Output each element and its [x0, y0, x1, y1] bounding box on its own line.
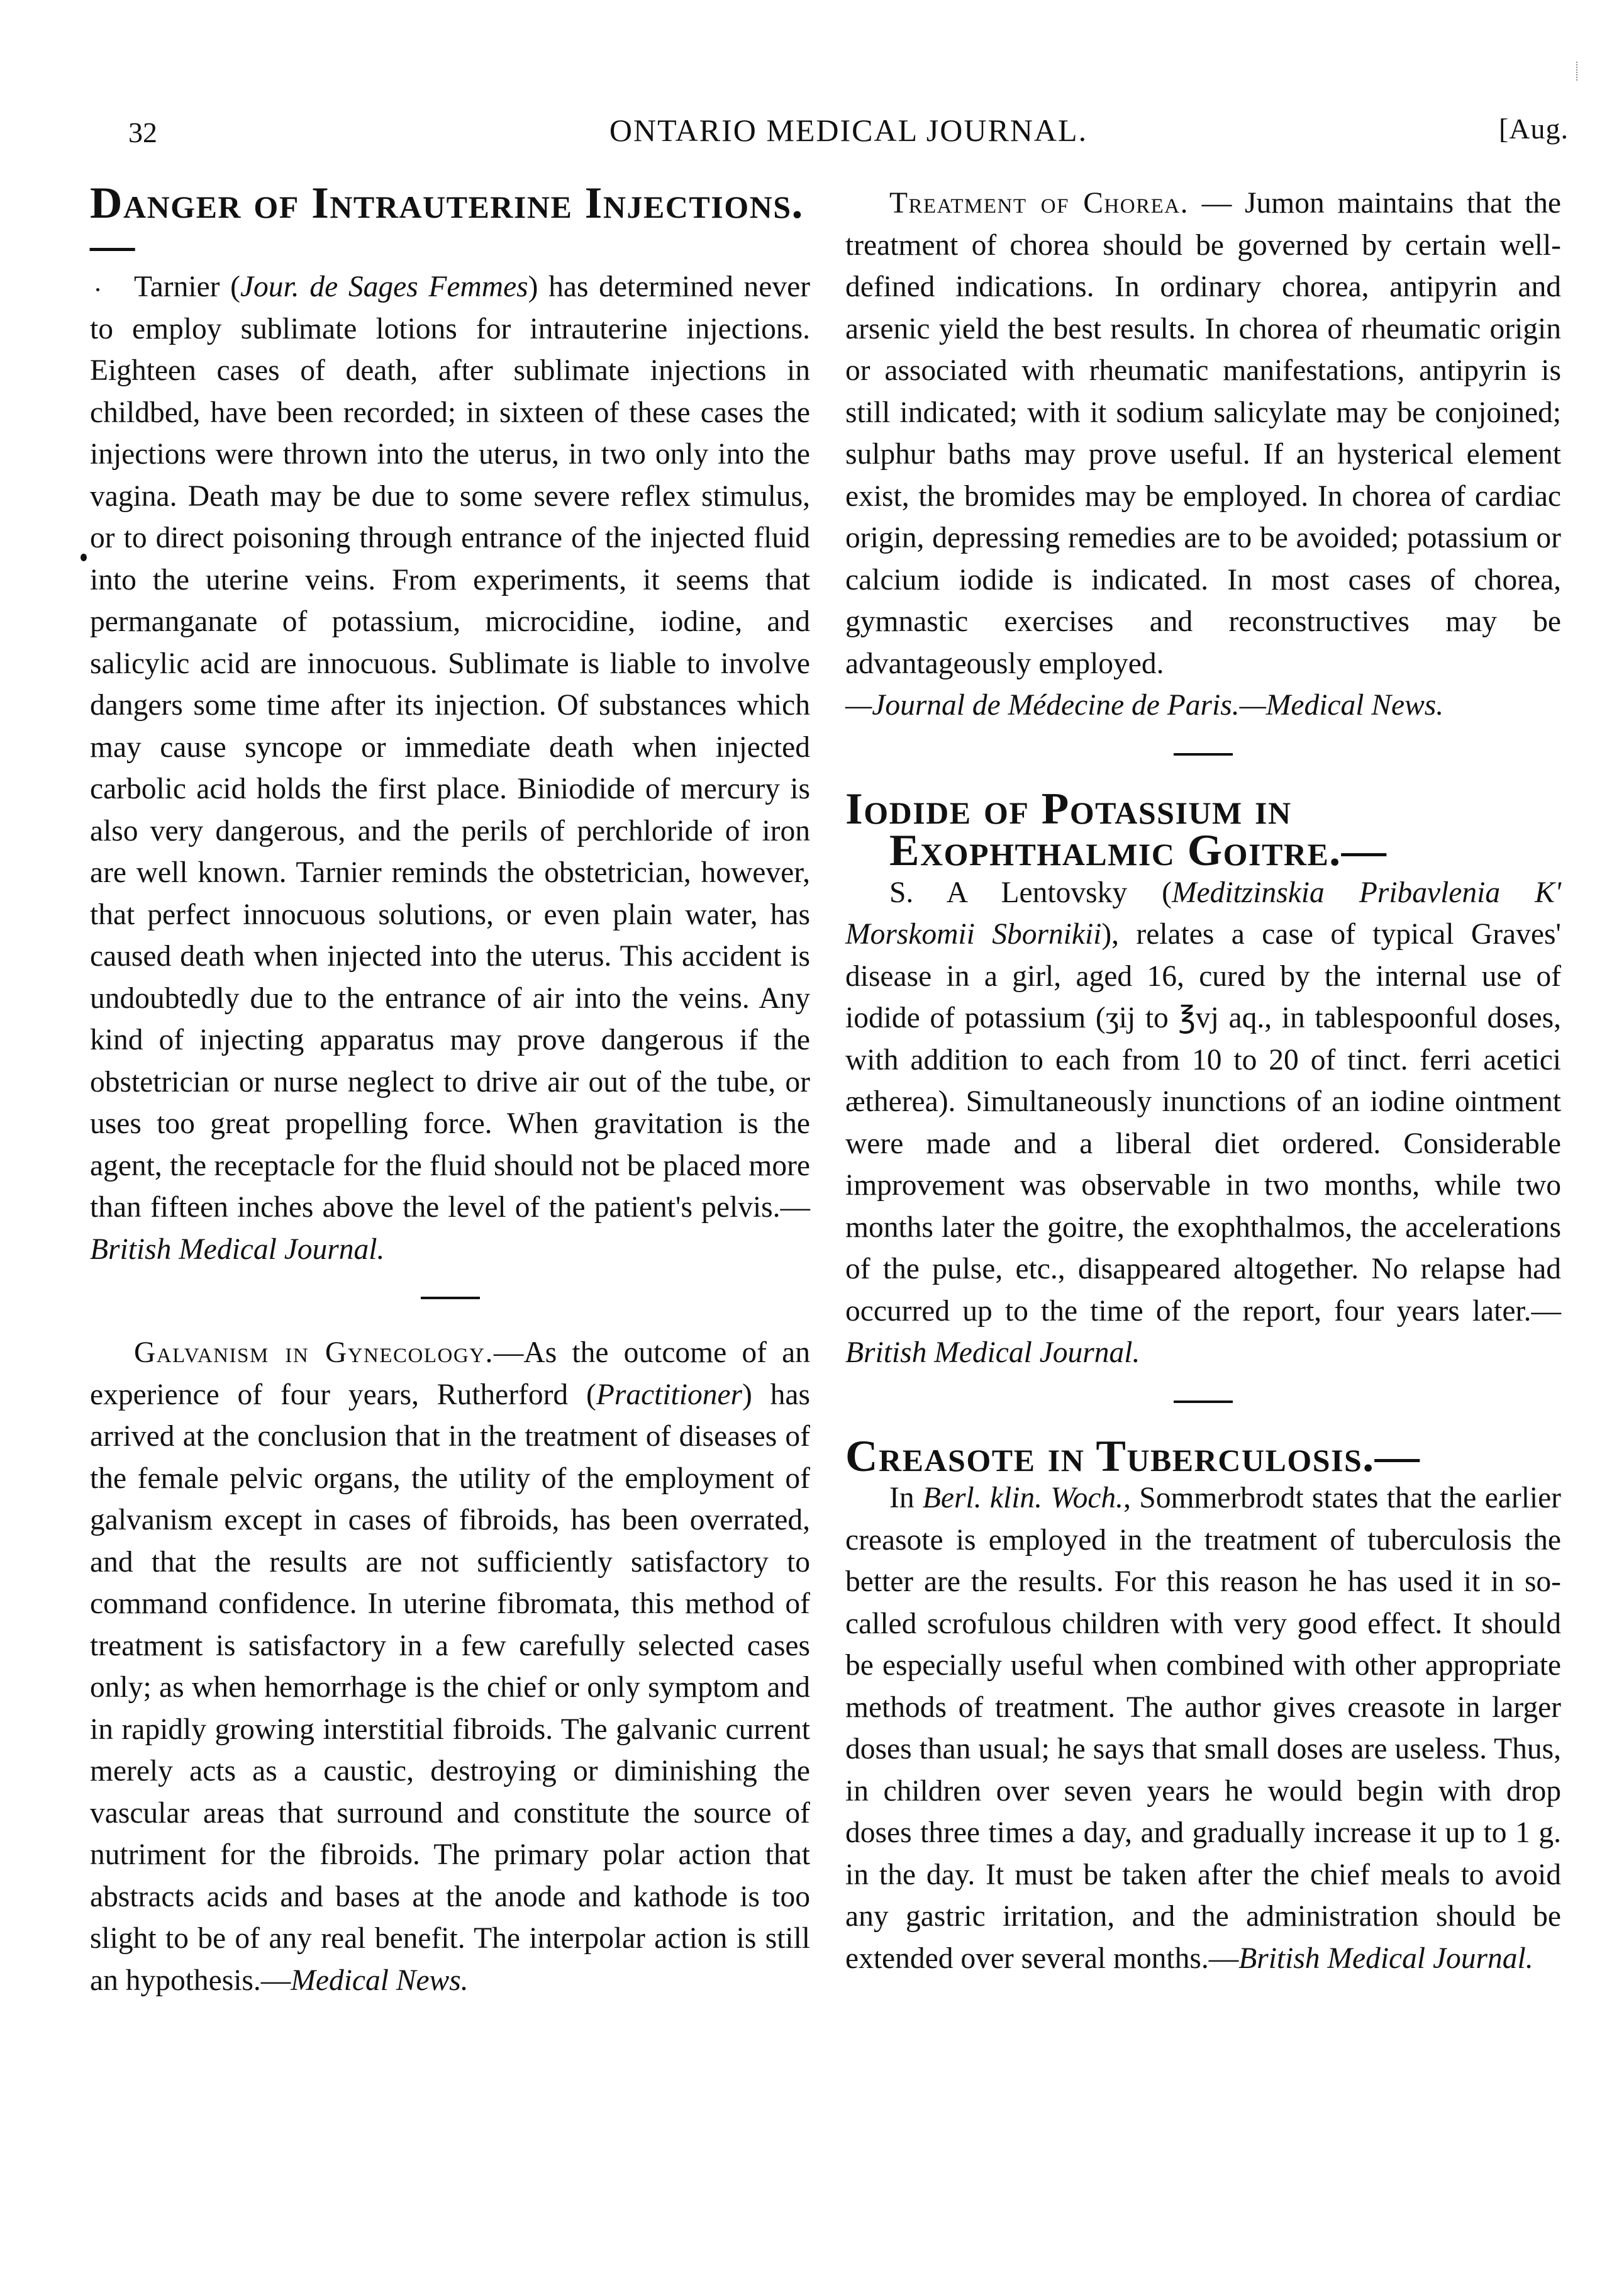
- source-title: Practitioner: [596, 1378, 743, 1411]
- page-header: [128, 112, 1569, 156]
- journal-title: ONTARIO MEDICAL JOURNAL.: [609, 113, 1088, 148]
- article-heading: Treatment of Chorea.: [889, 187, 1189, 220]
- running-head-month: [Aug.: [1498, 113, 1569, 145]
- article-body: Tarnier (Jour. de Sages Femmes) has determined never to employ sublimate lotions for intrauterine injections. Eighteen cases of death, after sublimate injections in childbed, have been recorded; in sixteen of these cases the injections were thrown into the uterus, in two only into the vagina. Death may be due to some severe reflex stimulus, or to direct poisoning through entrance of the injected fluid into the uterine veins. From experiments, it seems that permanganate of potassium, microcidine, iodine, and salicylic acid are innocuous. Sublimate is liable to involve dangers some time after its injection. Of substances which may cause syncope or immediate death when injected carbolic acid holds the first place. Biniodide of mercury is also very dangerous, and the perils of perchloride of iron are well known. Tarnier reminds the obstetrician, however, that perfect innocuous solutions, or even plain water, has caused death when injected into the uterus. This accident is undoubtedly due to the entrance of air into the veins. Any kind of injecting apparatus may prove dangerous if the obstetrician or nurse neglect to drive air out of the tube, or uses too great propelling force. When gravitation is the agent, the receptacle for the fluid should not be placed more than fifteen inches above the level of the patient's pelvis.—British Medical Journal.: [90, 271, 811, 1266]
- article-body: Galvanism in Gynecology.—As the outcome of an experience of four years, Rutherford (Practitioner) has arrived at the conclusion that in the treatment of diseases of the female pelvic organs, the utility of the employment of galvanism except in cases of fibroids, has been overrated, and that the results are not sufficiently satisfactory to command confidence. In uterine fibromata, this method of treatment is satisfactory in a few carefully selected cases only; as when hemorrhage is the chief or only symptom and in rapidly growing interstitial fibroids. The galvanic current merely acts as a caustic, destroying or diminishing the vascular areas that surround and constitute the source of nutriment for the fibroids. The primary polar action that abstracts acids and bases at the anode and kathode is too slight to be of any real benefit. The interpolar action is still an hypothesis.—Medical News.: [90, 1336, 810, 1997]
- section-divider: [421, 1297, 480, 1299]
- article-creasote-tuberculosis: [845, 1431, 1561, 1980]
- article-body: Treatment of Chorea. — Jumon maintains that the treatment of chorea should be governed by certain well-defined indications. In ordinary chorea, antipyrin and arsenic yield the best results. In chorea of rheumatic origin or associated with rheumatic manifestations, antipyrin is still indicated; with it sodium salicylate may be conjoined; sulphur baths may prove useful. If an hysterical element exist, the bromides may be employed. In chorea of cardiac origin, depressing remedies are to be avoided; potassium or calcium iodide is indicated. In most cases of chorea, gymnastic exercises and reconstructives may be advantageously employed.: [845, 187, 1561, 680]
- article-body: In Berl. klin. Woch., Sommerbrodt states that the earlier creasote is employed in the treatment of tuberculosis the better are the results. For this reason he has used it in so-called scrofulous children with very good effect. It should be especially useful when combined with other appropriate methods of treatment. The author gives creasote in larger doses than usual; he says that small doses are useless. Thus, in children over seven years he would begin with drop doses three times a day, and gradually increase it up to 1 g. in the day. It must be taken after the chief meals to avoid any gastric irritation, and the administration should be extended over several months.—British Medical Journal.: [845, 1482, 1561, 1975]
- page-number: 32: [128, 116, 157, 148]
- citation: Medical News.: [291, 1964, 469, 1997]
- citation: British Medical Journal.: [90, 1233, 385, 1266]
- citation-line: [845, 685, 1561, 727]
- article-heading: Iodide of Potassium in Exophthalmic Goitre.—: [845, 784, 1388, 875]
- margin-ink-dot: [81, 554, 87, 561]
- citation: —Journal de Médecine de Paris.—Medical News.: [845, 689, 1444, 722]
- left-column: [90, 179, 811, 2001]
- article-heading: Creasote in Tuberculosis.—: [845, 1431, 1421, 1481]
- citation: British Medical Journal.: [1238, 1942, 1533, 1975]
- right-column: [845, 182, 1561, 1979]
- article-heading: Galvanism in Gynecology.: [134, 1336, 494, 1369]
- article-galvanism-gynecology: [90, 1332, 810, 2001]
- article-body: S. A Lentovsky (Meditzinskia Pribavlenia K' Morskomii Sbornikii), relates a case of typical Graves' disease in a girl, aged 16, cured by the internal use of iodide of potassium (ʒij to ℥vj aq., in tablespoonful doses, with addition to each from 10 to 20 of tinct. ferri acetici ætherea). Simultaneously inunctions of an iodine ointment were made and a liberal diet ordered. Considerable improvement was observable in two months, while two months later the goitre, the exophthalmos, the accelerations of the pulse, etc., disappeared altogether. No relapse had occurred up to the time of the report, four years later.—British Medical Journal.: [845, 876, 1562, 1369]
- article-iodide-potassium-goitre: [845, 784, 1562, 1374]
- article-treatment-chorea: [845, 182, 1561, 727]
- section-divider: [1174, 753, 1233, 756]
- scan-edge-mark: [1576, 62, 1579, 81]
- section-divider: [1174, 1400, 1233, 1403]
- source-title: Meditzinskia Pribavlenia K' Morskomii Sbornikii: [845, 876, 1562, 951]
- source-title: Jour. de Sages Femmes: [240, 271, 528, 303]
- citation: British Medical Journal.: [845, 1336, 1140, 1369]
- article-heading: Danger of Intrauterine Injections.—: [90, 179, 804, 270]
- source-title: Berl. klin. Woch.: [922, 1482, 1124, 1514]
- stray-dot: [96, 288, 99, 291]
- article-intrauterine-injections: [90, 179, 811, 1270]
